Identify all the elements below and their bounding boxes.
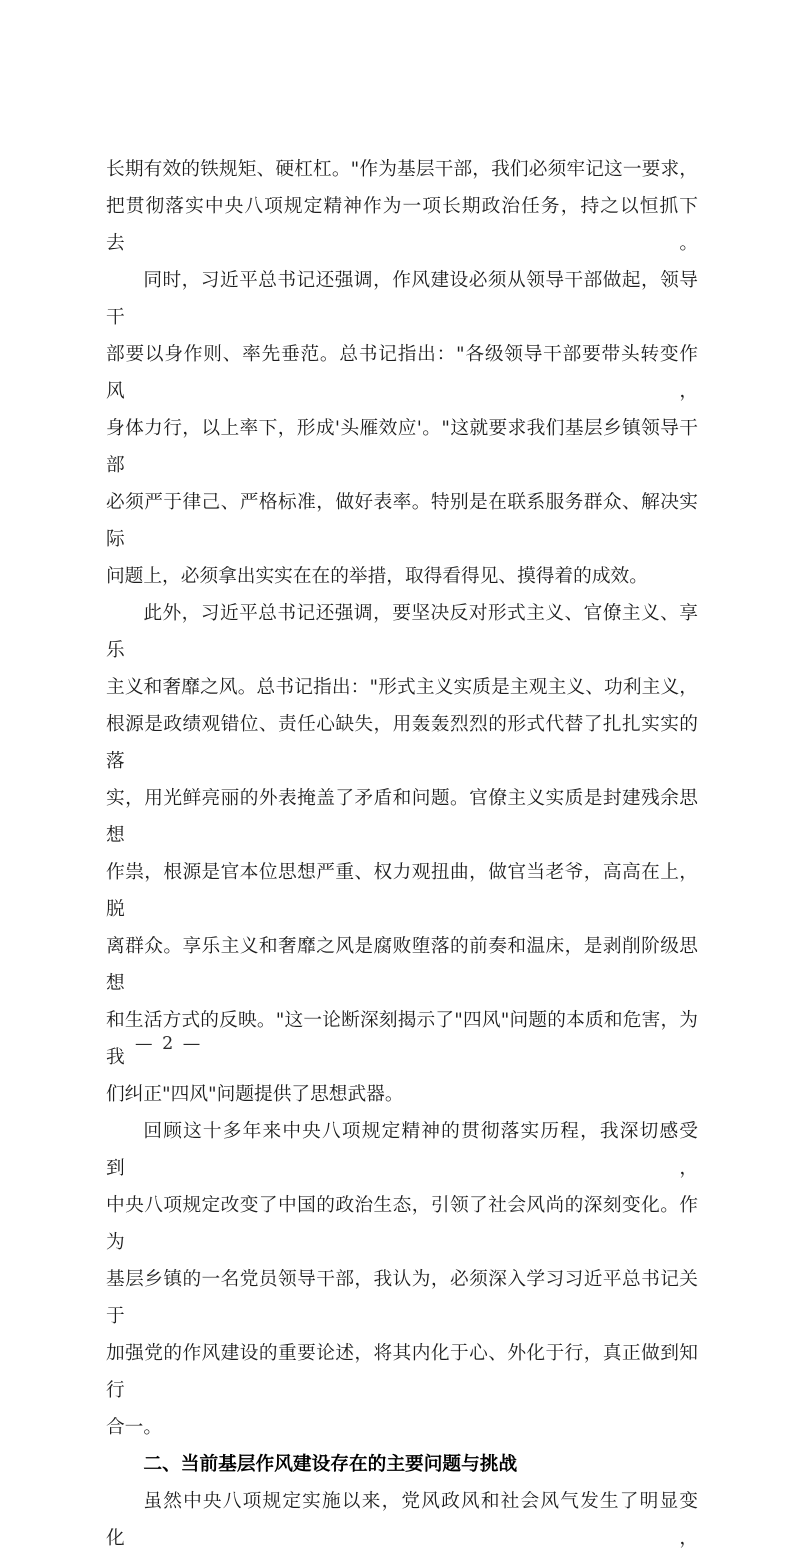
text-line: 问题上，必须拿出实实在在的举措，取得看得见、摸得着的成效。	[106, 566, 648, 587]
text-line: 部要以身作则、率先垂范。总书记指出："各级领导干部要带头转变作风，	[106, 344, 698, 402]
paragraph	[106, 1113, 698, 1446]
text-line: 回顾这十多年来中央八项规定精神的贯彻落实历程，我深切感受到，	[106, 1121, 698, 1179]
text-line: 把贯彻落实中央八项规定精神作为一项长期政治任务，持之以恒抓下去。	[106, 196, 698, 254]
text-line: 实，用光鲜亮丽的外表掩盖了矛盾和问题。官僚主义实质是封建残余思想	[106, 788, 698, 846]
section-heading	[106, 1446, 698, 1483]
text-line: 虽然中央八项规定实施以来，党风政风和社会风气发生了明显变化，	[106, 1491, 698, 1549]
text-line: 离群众。享乐主义和奢靡之风是腐败堕落的前奏和温床，是剥削阶级思想	[106, 936, 698, 994]
paragraph	[106, 1483, 698, 1557]
text-line: 主义和奢靡之风。总书记指出："形式主义实质是主观主义、功利主义，	[106, 677, 698, 698]
text-line: 此外，习近平总书记还强调，要坚决反对形式主义、官僚主义、享乐	[106, 603, 698, 661]
text-line: 作祟，根源是官本位思想严重、权力观扭曲，做官当老爷，高高在上，脱	[106, 862, 698, 920]
text-line: 身体力行，以上率下，形成'头雁效应'。"这就要求我们基层乡镇领导干部	[106, 418, 698, 476]
text-line: 根源是政绩观错位、责任心缺失，用轰轰烈烈的形式代替了扎扎实实的落	[106, 714, 698, 772]
text-line: 基层乡镇的一名党员领导干部，我认为，必须深入学习习近平总书记关于	[106, 1269, 698, 1327]
text-line: 合一。	[106, 1417, 163, 1438]
paragraph	[106, 262, 698, 595]
text-line: 二、当前基层作风建设存在的主要问题与挑战	[143, 1454, 518, 1475]
document-body	[106, 151, 698, 1557]
text-line: 长期有效的铁规矩、硬杠杠。"作为基层干部，我们必须牢记这一要求，	[106, 159, 698, 180]
text-line: 和生活方式的反映。"这一论断深刻揭示了"四风"问题的本质和危害，为我	[106, 1010, 698, 1068]
paragraph	[106, 151, 698, 262]
page-number: — 2 —	[135, 1034, 203, 1054]
text-line: 加强党的作风建设的重要论述，将其内化于心、外化于行，真正做到知行	[106, 1343, 698, 1401]
text-line: 必须严于律己、严格标准，做好表率。特别是在联系服务群众、解决实际	[106, 492, 698, 550]
text-line: 们纠正"四风"问题提供了思想武器。	[106, 1084, 404, 1105]
text-line: 同时，习近平总书记还强调，作风建设必须从领导干部做起，领导干	[106, 270, 698, 328]
text-line: 中央八项规定改变了中国的政治生态，引领了社会风尚的深刻变化。作为	[106, 1195, 698, 1253]
